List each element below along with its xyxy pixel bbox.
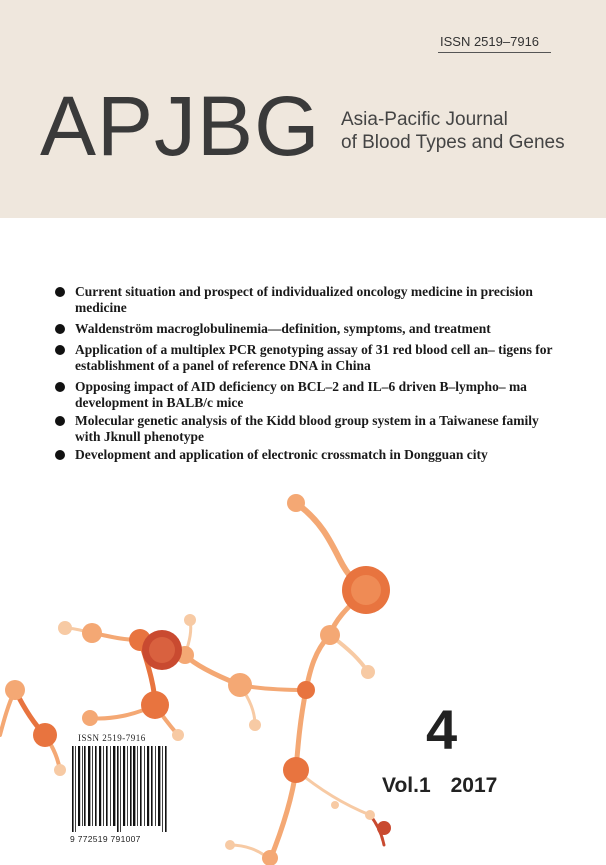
issn-text: ISSN 2519–7916 [440,34,540,49]
volume-label: Vol.1 [382,774,431,797]
journal-name-line-1: Asia-Pacific Journal [341,109,508,130]
toc-item-title: Molecular genetic analysis of the Kidd blood group system in a Taiwanese family with Jknull phenotype [75,413,539,444]
toc-item-title: Opposing impact of AID deficiency on BCL–2 and IL–6 driven B–lympho– ma development in BALB/c mice [75,379,527,410]
barcode-icon [70,746,170,832]
journal-logo: APJBG [40,79,321,173]
toc-item-title: Application of a multiplex PCR genotyping assay of 31 red blood cell an– tigens for establishment of a panel of reference DNA in China [75,342,553,373]
journal-name-line-2: of Blood Types and Genes [341,132,565,153]
toc-item-title: Waldenström macroglobulinemia—definition, symptoms, and treatment [75,321,491,336]
barcode-issn: ISSN 2519-7916 [78,733,146,743]
toc-item-title: Development and application of electronic crossmatch in Dongguan city [75,447,488,462]
year-label: 2017 [450,774,498,797]
toc-item-title: Current situation and prospect of individualized oncology medicine in precision medicine [75,284,533,315]
issue-number: 4 [426,698,458,761]
volume-year [382,773,497,799]
barcode-digits: 9 772519 791007 [70,834,141,844]
